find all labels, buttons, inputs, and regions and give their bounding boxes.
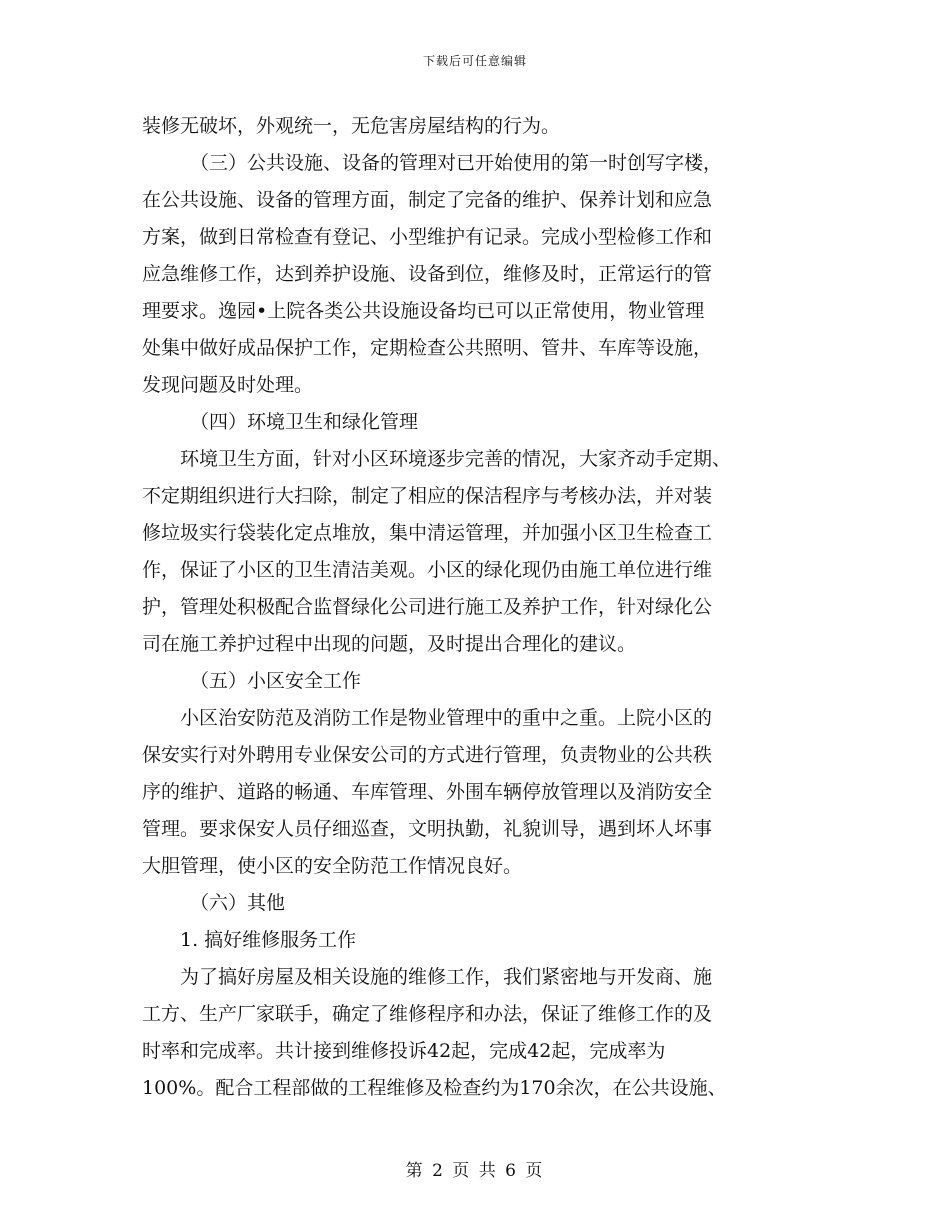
paragraph-start: 小区治安防范及消防工作是物业管理中的重中之重。上院小区的 (180, 707, 713, 729)
section-heading: （五）小区安全工作 (190, 670, 362, 692)
text-line: 在公共设施、设备的管理方面，制定了完备的维护、保养计划和应急 (142, 189, 713, 211)
text-line: 发现问题及时处理。 (142, 374, 314, 396)
text-line: 司在施工养护过程中出现的问题，及时提出合理化的建议。 (142, 633, 637, 655)
text-line: 保安实行对外聘用专业保安公司的方式进行管理，负责物业的公共秩 (142, 744, 713, 766)
text-line: 不定期组织进行大扫除，制定了相应的保洁程序与考核办法，并对装 (142, 485, 713, 507)
text-line: 管理。要求保安人员仔细巡查，文明执勤，礼貌训导，遇到坏人坏事 (142, 818, 713, 840)
section-heading: （六）其他 (190, 892, 286, 914)
page-header-note: 下载后可任意编辑 (422, 54, 527, 68)
paragraph-start: 环境卫生方面，针对小区环境逐步完善的情况，大家齐动手定期、 (180, 448, 732, 470)
text-line: 处集中做好成品保护工作，定期检查公共照明、管井、车库等设施， (142, 337, 713, 359)
text-line: 时率和完成率。共计接到维修投诉42起，完成42起，完成率为 (142, 1040, 666, 1062)
text-line: 100%。配合工程部做的工程维修及检查约为170余次，在公共设施、 (142, 1077, 727, 1099)
text-line: 序的维护、道路的畅通、车库管理、外围车辆停放管理以及消防安全 (142, 781, 713, 803)
text-line: 护，管理处积极配合监督绿化公司进行施工及养护工作，针对绿化公 (142, 596, 713, 618)
section-heading: （四）环境卫生和绿化管理 (190, 411, 419, 433)
text-line: 理要求。逸园•上院各类公共设施设备均已可以正常使用，物业管理 (142, 300, 705, 322)
text-line: 应急维修工作，达到养护设施、设备到位，维修及时，正常运行的管 (142, 263, 713, 285)
subsection-heading: 1. 搞好维修服务工作 (180, 929, 357, 951)
text-line: 方案，做到日常检查有登记、小型维护有记录。完成小型检修工作和 (142, 226, 713, 248)
section-heading: （三）公共设施、设备的管理对已开始使用的第一时创写字楼， (190, 152, 723, 174)
document-body (142, 108, 812, 1107)
page-number-footer: 第 2 页 共 6 页 (405, 1161, 545, 1181)
text-line: 大胆管理，使小区的安全防范工作情况良好。 (142, 855, 523, 877)
text-line: 修垃圾实行袋装化定点堆放，集中清运管理，并加强小区卫生检查工 (142, 522, 713, 544)
text-line: 作，保证了小区的卫生清洁美观。小区的绿化现仍由施工单位进行维 (142, 559, 713, 581)
paragraph-start: 为了搞好房屋及相关设施的维修工作，我们紧密地与开发商、施 (180, 966, 713, 988)
text-line: 工方、生产厂家联手，确定了维修程序和办法，保证了维修工作的及 (142, 1003, 713, 1025)
text-line: 装修无破坏，外观统一，无危害房屋结构的行为。 (142, 115, 561, 137)
